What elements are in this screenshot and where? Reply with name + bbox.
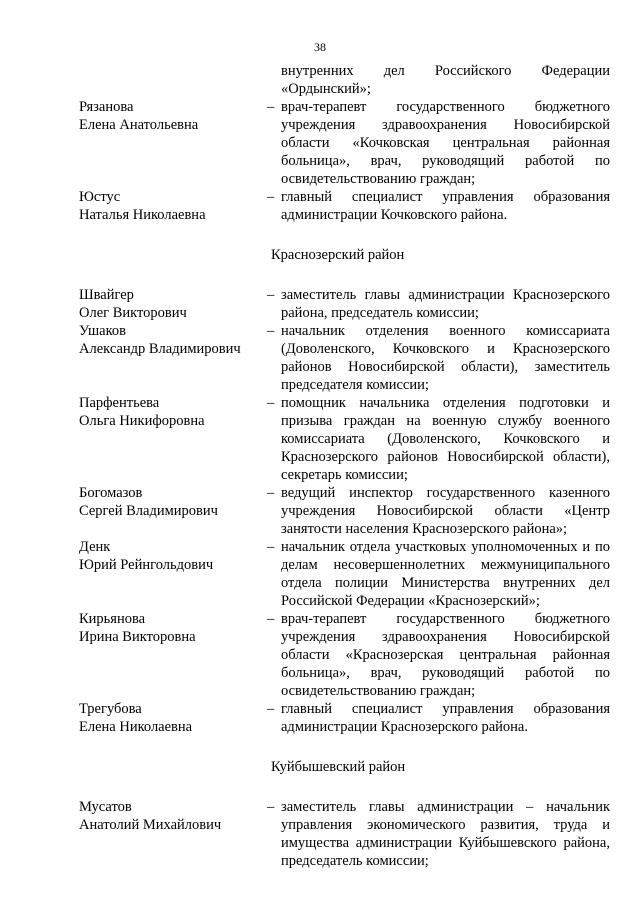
dash: – (267, 395, 275, 411)
member-entry (79, 322, 610, 394)
dash: – (267, 189, 275, 205)
surname: Ушаков (79, 323, 126, 339)
commission-list (79, 62, 610, 870)
surname: Богомазов (79, 485, 143, 501)
given-names: Анатолий Михайлович (79, 817, 222, 833)
member-name (79, 188, 267, 224)
surname: Кирьянова (79, 611, 146, 627)
position-text: ведущий инспектор государственного казенного учреждения Новосибирской области «Центр занятости населения Краснозерского района»; (281, 485, 610, 537)
member-entry (79, 700, 610, 736)
position-text: заместитель главы администрации Краснозерского района, председатель комиссии; (281, 287, 610, 321)
surname: Юстус (79, 189, 121, 205)
dash: – (267, 323, 275, 339)
section-heading: Краснозерский район (271, 247, 405, 263)
position-text: начальник отделения военного комиссариата (Доволенского, Кочковского и Краснозерского районов Новосибирской области), заместитель председателя комиссии; (281, 323, 610, 393)
given-names: Елена Николаевна (79, 719, 193, 735)
surname: Денк (79, 539, 111, 555)
member-name (79, 798, 267, 870)
dash: – (267, 485, 275, 501)
position-text: врач-терапевт государственного бюджетного учреждения здравоохранения Новосибирской области «Кочковская центральная районная больница», врач, руководящий работой по освидетельствованию граждан; (281, 99, 610, 187)
member-entry (79, 610, 610, 700)
member-entry (79, 286, 610, 322)
surname: Мусатов (79, 799, 132, 815)
given-names: Наталья Николаевна (79, 207, 206, 223)
dash: – (267, 287, 275, 303)
position-text: внутренних дел Российского Федерации «Ордынский»; (281, 63, 610, 97)
dash: – (267, 701, 275, 717)
dash: – (267, 99, 275, 115)
position-text: врач-терапевт государственного бюджетного учреждения здравоохранения Новосибирской области «Краснозерская центральная районная больница», врач, руководящий работой по освидетельствованию граждан; (281, 611, 610, 699)
surname: Швайгер (79, 287, 134, 303)
member-entry (79, 798, 610, 870)
surname: Парфентьева (79, 395, 160, 411)
position-text: заместитель главы администрации – начальник управления экономического развития, труда и имущества администрации Куйбышевского района, председатель комиссии; (281, 799, 610, 869)
continuation-entry (79, 62, 610, 98)
given-names: Сергей Владимирович (79, 503, 218, 519)
surname: Рязанова (79, 99, 134, 115)
surname: Трегубова (79, 701, 142, 717)
page-number: 38 (314, 40, 326, 54)
member-name (79, 286, 267, 322)
given-names: Александр Владимирович (79, 341, 241, 357)
member-name (79, 700, 267, 736)
member-entry (79, 188, 610, 224)
given-names: Ольга Никифоровна (79, 413, 205, 429)
member-entry (79, 98, 610, 188)
position-text: начальник отдела участковых уполномоченных и по делам несовершеннолетних межмуниципального отдела полиции Министерства внутренних дел Российской Федерации «Краснозерский»; (281, 539, 610, 609)
member-name (79, 322, 267, 394)
member-name (79, 98, 267, 188)
member-name (79, 610, 267, 700)
position-text: главный специалист управления образования администрации Краснозерского района. (281, 701, 610, 735)
member-entry (79, 394, 610, 484)
member-entry (79, 538, 610, 610)
dash: – (267, 799, 275, 815)
given-names: Ирина Викторовна (79, 629, 196, 645)
given-names: Елена Анатольевна (79, 117, 199, 133)
member-name (79, 394, 267, 484)
position-text: помощник начальника отделения подготовки и призыва граждан на военную службу военного комиссариата (Доволенского, Кочковского и Краснозерского районов Новосибирской области), секретарь комиссии; (281, 395, 610, 483)
member-entry (79, 484, 610, 538)
dash: – (267, 611, 275, 627)
member-name (79, 484, 267, 538)
given-names: Юрий Рейнгольдович (79, 557, 214, 573)
position-text: главный специалист управления образования администрации Кочковского района. (281, 189, 610, 223)
dash: – (267, 539, 275, 555)
member-name (79, 538, 267, 610)
given-names: Олег Викторович (79, 305, 187, 321)
section-heading: Куйбышевский район (271, 759, 406, 775)
